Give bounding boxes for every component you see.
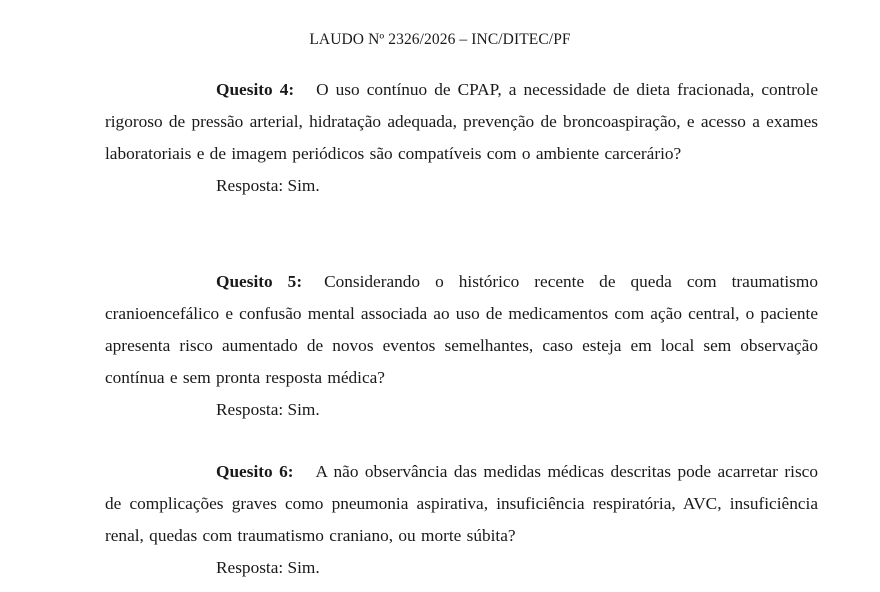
question-4-text: O uso contínuo de CPAP, a necessidade de dieta fracionada, controle rigoroso de pressão arterial, hidratação adequada, prevenção de broncoaspiração, e acesso a exames laboratoriais e de imagem periódicos são compatíveis com o ambiente carcerário? (105, 80, 818, 163)
question-5-label: Quesito 5: (216, 272, 303, 291)
question-6-body (105, 456, 818, 552)
question-4 (105, 74, 818, 202)
question-5-text: Considerando o histórico recente de queda com traumatismo cranioencefálico e confusão mental associada ao uso de medicamentos com ação central, o paciente apresenta risco aumentado de novos eventos semelhantes, caso esteja em local sem observação contínua e sem pronta resposta médica? (105, 272, 818, 387)
question-5-body (105, 266, 818, 394)
question-4-body (105, 74, 818, 170)
document-header: LAUDO Nº 2326/2026 – INC/DITEC/PF (309, 31, 571, 48)
question-6-text: A não observância das medidas médicas descritas pode acarretar risco de complicações graves como pneumonia aspirativa, insuficiência respiratória, AVC, insuficiência renal, quedas com traumatismo craniano, ou morte súbita? (105, 462, 818, 545)
question-6 (105, 456, 818, 584)
question-6-label: Quesito 6: (216, 462, 294, 481)
question-5 (105, 266, 818, 426)
question-4-label: Quesito 4: (216, 80, 295, 99)
question-4-answer: Resposta: Sim. (216, 176, 320, 195)
question-6-answer: Resposta: Sim. (216, 558, 320, 577)
question-5-answer: Resposta: Sim. (216, 400, 320, 419)
